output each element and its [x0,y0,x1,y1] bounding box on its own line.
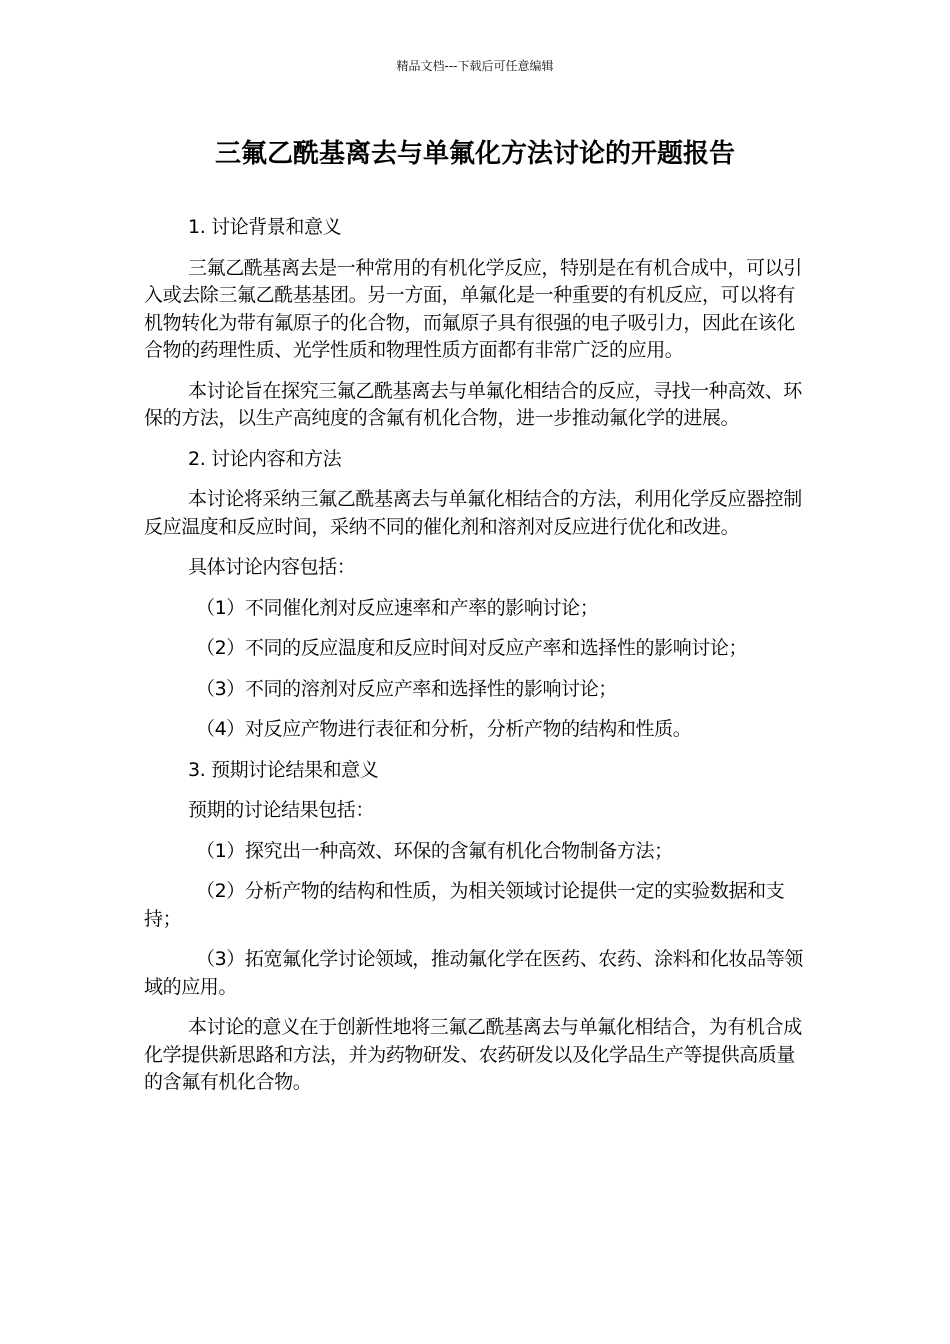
list-item: （3）不同的溶剂对反应产率和选择性的影响讨论； [196,677,617,700]
header-note: 精品文档---下载后可任意编辑 [396,59,554,73]
document-title: 三氟乙酰基离去与单氟化方法讨论的开题报告 [214,139,735,169]
list-intro: 预期的讨论结果包括： [188,799,375,821]
list-item: （1）不同催化剂对反应速率和产率的影响讨论； [196,596,599,619]
list-intro: 具体讨论内容包括： [188,556,356,578]
paragraph: 本讨论将采纳三氟乙酰基离去与单氟化相结合的方法，利用化学反应器控制反应温度和反应时间，采纳不同的催化剂和溶剂对反应进行优化和改进。 [144,488,802,538]
list-item: （2）不同的反应温度和反应时间对反应产率和选择性的影响讨论； [196,637,748,659]
document-body [144,214,806,1110]
list-item: （2）分析产物的结构和性质，为相关领域讨论提供一定的实验数据和支持； [144,880,785,930]
paragraph: 三氟乙酰基离去是一种常用的有机化学反应，特别是在有机合成中，可以引入或去除三氟乙酰基基团。另一方面，单氟化是一种重要的有机反应，可以将有机物转化为带有氟原子的化合物，而氟原子具有很强的电子吸引力，因此在该化合物的药理性质、光学性质和物理性质方面都有非常广泛的应用。 [144,256,802,361]
section-heading-background: 1. 讨论背景和意义 [188,216,342,238]
paragraph: 本讨论的意义在于创新性地将三氟乙酰基离去与单氟化相结合，为有机合成化学提供新思路和方法，并为药物研发、农药研发以及化学品生产等提供高质量的含氟有机化合物。 [144,1016,802,1093]
section-heading-results: 3. 预期讨论结果和意义 [188,758,379,781]
list-item: （1）探究出一种高效、环保的含氟有机化合物制备方法； [196,839,673,862]
section-heading-content: 2. 讨论内容和方法 [188,447,342,470]
paragraph: 本讨论旨在探究三氟乙酰基离去与单氟化相结合的反应，寻找一种高效、环保的方法，以生产高纯度的含氟有机化合物，进一步推动氟化学的进展。 [144,379,802,429]
list-item: （3）拓宽氟化学讨论领域，推动氟化学在医药、农药、涂料和化妆品等领域的应用。 [144,948,803,998]
list-item: （4）对反应产物进行表征和分析，分析产物的结构和性质。 [196,718,692,740]
